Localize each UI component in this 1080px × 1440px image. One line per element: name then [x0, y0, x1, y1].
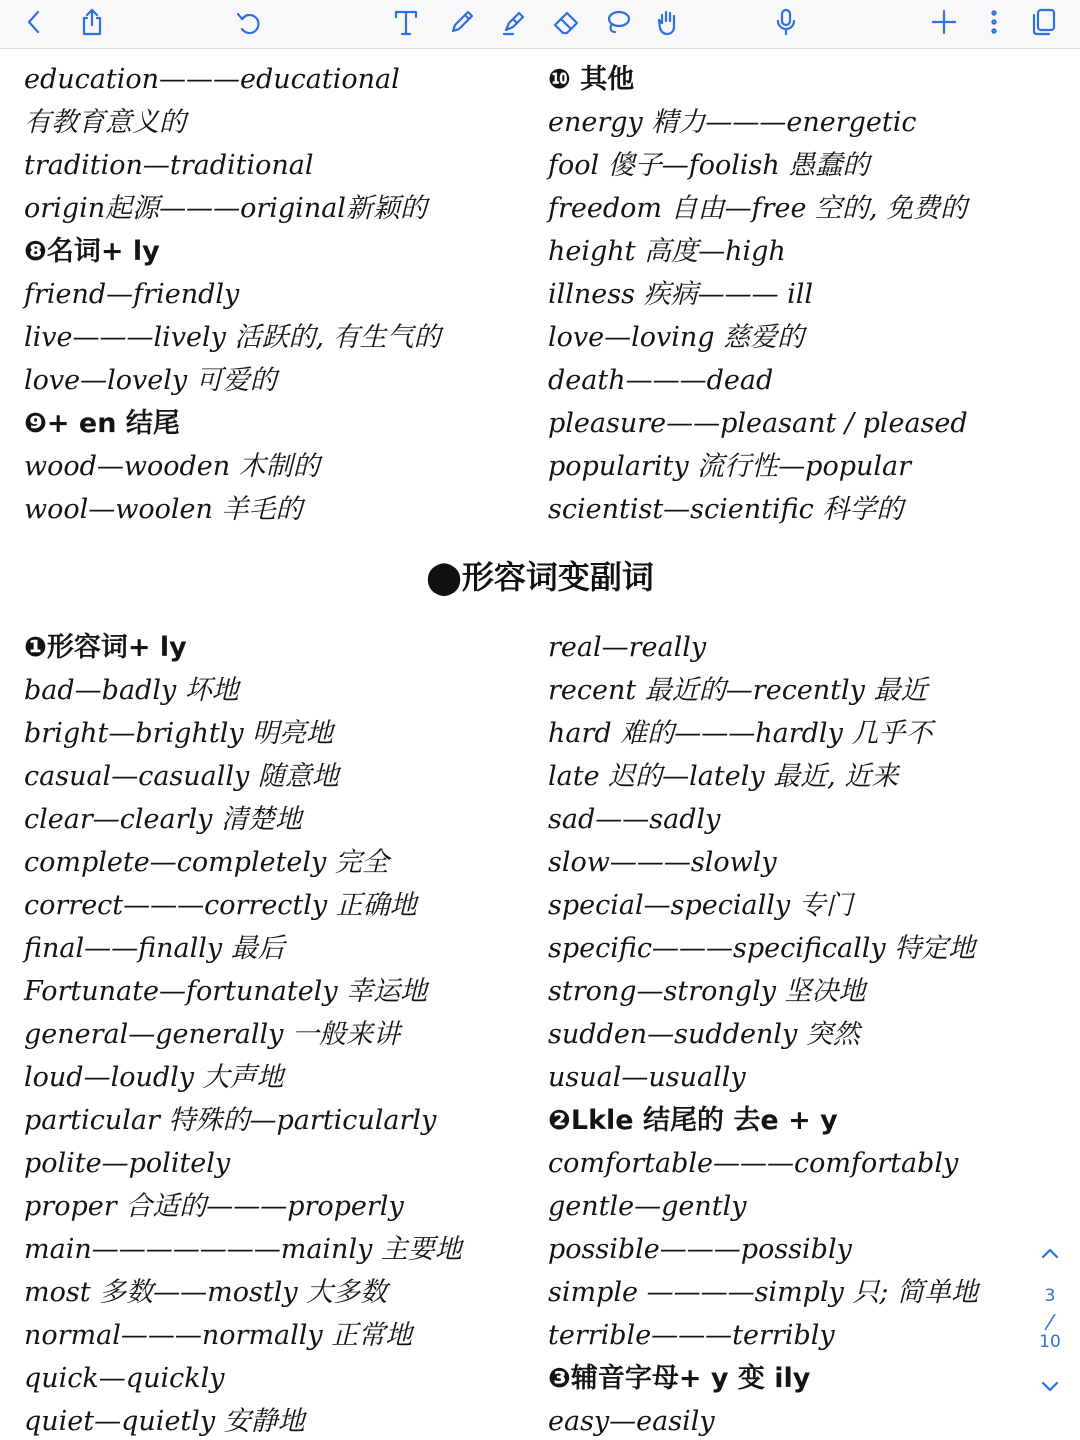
note-line: possible———possibly — [548, 1234, 852, 1265]
back-chevron-icon[interactable] — [16, 4, 52, 40]
note-line: comfortable———comfortably — [548, 1148, 959, 1179]
note-line: pleasure——pleasant / pleased — [548, 408, 968, 439]
microphone-icon[interactable] — [768, 4, 804, 40]
note-page[interactable] — [0, 50, 1080, 1440]
page-navigator — [1028, 1240, 1072, 1400]
note-heading: ❷Lkle 结尾的 去e + y — [548, 1105, 838, 1136]
hand-tool-icon[interactable] — [650, 4, 686, 40]
note-line: bright—brightly 明亮地 — [24, 718, 334, 749]
note-line: complete—completely 完全 — [24, 847, 389, 878]
note-line: simple ————simply 只; 简单地 — [548, 1277, 979, 1308]
note-line: fool 傻子—foolish 愚蠢的 — [548, 150, 870, 181]
section-title: ⬤形容词变副词 — [426, 558, 654, 596]
note-line: sad——sadly — [548, 804, 721, 835]
lasso-tool-icon[interactable] — [600, 4, 636, 40]
note-line: popularity 流行性—popular — [548, 451, 912, 482]
note-line: quick—quickly — [24, 1363, 225, 1394]
note-line: special—specially 专门 — [548, 890, 853, 921]
current-page-number: 3 — [1044, 1286, 1056, 1306]
note-line: friend—friendly — [24, 279, 240, 310]
note-line: scientist—scientific 科学的 — [548, 494, 904, 525]
note-line: strong—strongly 坚决地 — [548, 976, 866, 1007]
highlighter-tool-icon[interactable] — [496, 4, 532, 40]
note-line: tradition—traditional — [24, 150, 314, 181]
vocab-list-bottom-left — [24, 626, 462, 1440]
note-line: wool—woolen 羊毛的 — [24, 494, 303, 525]
note-line: easy—easily — [548, 1406, 715, 1437]
note-line: slow———slowly — [548, 847, 777, 878]
note-line: love—loving 慈爱的 — [548, 322, 805, 353]
note-line: 有教育意义的 — [24, 107, 186, 138]
pen-tool-icon[interactable] — [444, 4, 480, 40]
note-line: wood—wooden 木制的 — [24, 451, 320, 482]
note-line: origin起源———original新颖的 — [24, 193, 427, 224]
chevron-down-icon — [1039, 1375, 1061, 1397]
total-pages: 10 — [1039, 1332, 1061, 1352]
note-line: correct———correctly 正确地 — [24, 890, 417, 921]
note-line: recent 最近的—recently 最近 — [548, 675, 928, 706]
note-heading: ❾+ en 结尾 — [24, 408, 180, 439]
note-line: clear—clearly 清楚地 — [24, 804, 302, 835]
add-icon[interactable] — [926, 4, 962, 40]
note-line: love—lovely 可爱的 — [24, 365, 277, 396]
chevron-up-icon — [1039, 1243, 1061, 1265]
note-line: final——finally 最后 — [24, 933, 285, 964]
note-line: specific———specifically 特定地 — [548, 933, 976, 964]
eraser-tool-icon[interactable] — [548, 4, 584, 40]
more-icon[interactable] — [976, 4, 1012, 40]
page-divider — [1038, 1310, 1062, 1334]
note-heading: ❶形容词+ ly — [24, 632, 187, 663]
vocab-list-bottom-right — [548, 626, 978, 1440]
note-line: real—really — [548, 632, 707, 663]
next-page-button[interactable] — [1034, 1372, 1066, 1400]
note-line: hard 难的———hardly 几乎不 — [548, 718, 933, 749]
vocab-list-top-left — [24, 58, 441, 531]
note-line: loud—loudly 大声地 — [24, 1062, 284, 1093]
undo-icon[interactable] — [230, 4, 266, 40]
note-line: quiet—quietly 安静地 — [24, 1406, 305, 1437]
note-line: gentle—gently — [548, 1191, 747, 1222]
note-line: main———————mainly 主要地 — [24, 1234, 462, 1265]
share-icon[interactable] — [74, 4, 110, 40]
note-line: particular 特殊的—particularly — [24, 1105, 437, 1136]
note-line: general—generally 一般来讲 — [24, 1019, 401, 1050]
note-line: illness 疾病——— ill — [548, 279, 814, 310]
previous-page-button[interactable] — [1034, 1240, 1066, 1268]
note-heading: ❿ 其他 — [548, 64, 635, 95]
note-line: late 迟的—lately 最近, 近来 — [548, 761, 899, 792]
note-line: terrible———terribly — [548, 1320, 835, 1351]
note-line: usual—usually — [548, 1062, 746, 1093]
note-heading: ❸辅音字母+ y 变 ily — [548, 1363, 811, 1394]
note-line: normal———normally 正常地 — [24, 1320, 413, 1351]
note-line: polite—politely — [24, 1148, 231, 1179]
note-line: proper 合适的———properly — [24, 1191, 404, 1222]
note-line: education———educational — [24, 64, 400, 95]
text-tool-icon[interactable] — [388, 4, 424, 40]
note-line: sudden—suddenly 突然 — [548, 1019, 860, 1050]
note-heading: ❽名词+ ly — [24, 236, 160, 267]
note-line: casual—casually 随意地 — [24, 761, 339, 792]
note-line: death———dead — [548, 365, 774, 396]
note-line: energy 精力———energetic — [548, 107, 917, 138]
app-toolbar — [0, 0, 1080, 49]
note-line: bad—badly 坏地 — [24, 675, 239, 706]
note-line: freedom 自由—free 空的, 免费的 — [548, 193, 968, 224]
note-line: Fortunate—fortunately 幸运地 — [24, 976, 428, 1007]
vocab-list-top-right — [548, 58, 968, 531]
pages-icon[interactable] — [1026, 4, 1062, 40]
note-line: height 高度—high — [548, 236, 786, 267]
note-line: live———lively 活跃的, 有生气的 — [24, 322, 441, 353]
note-line: most 多数——mostly 大多数 — [24, 1277, 388, 1308]
